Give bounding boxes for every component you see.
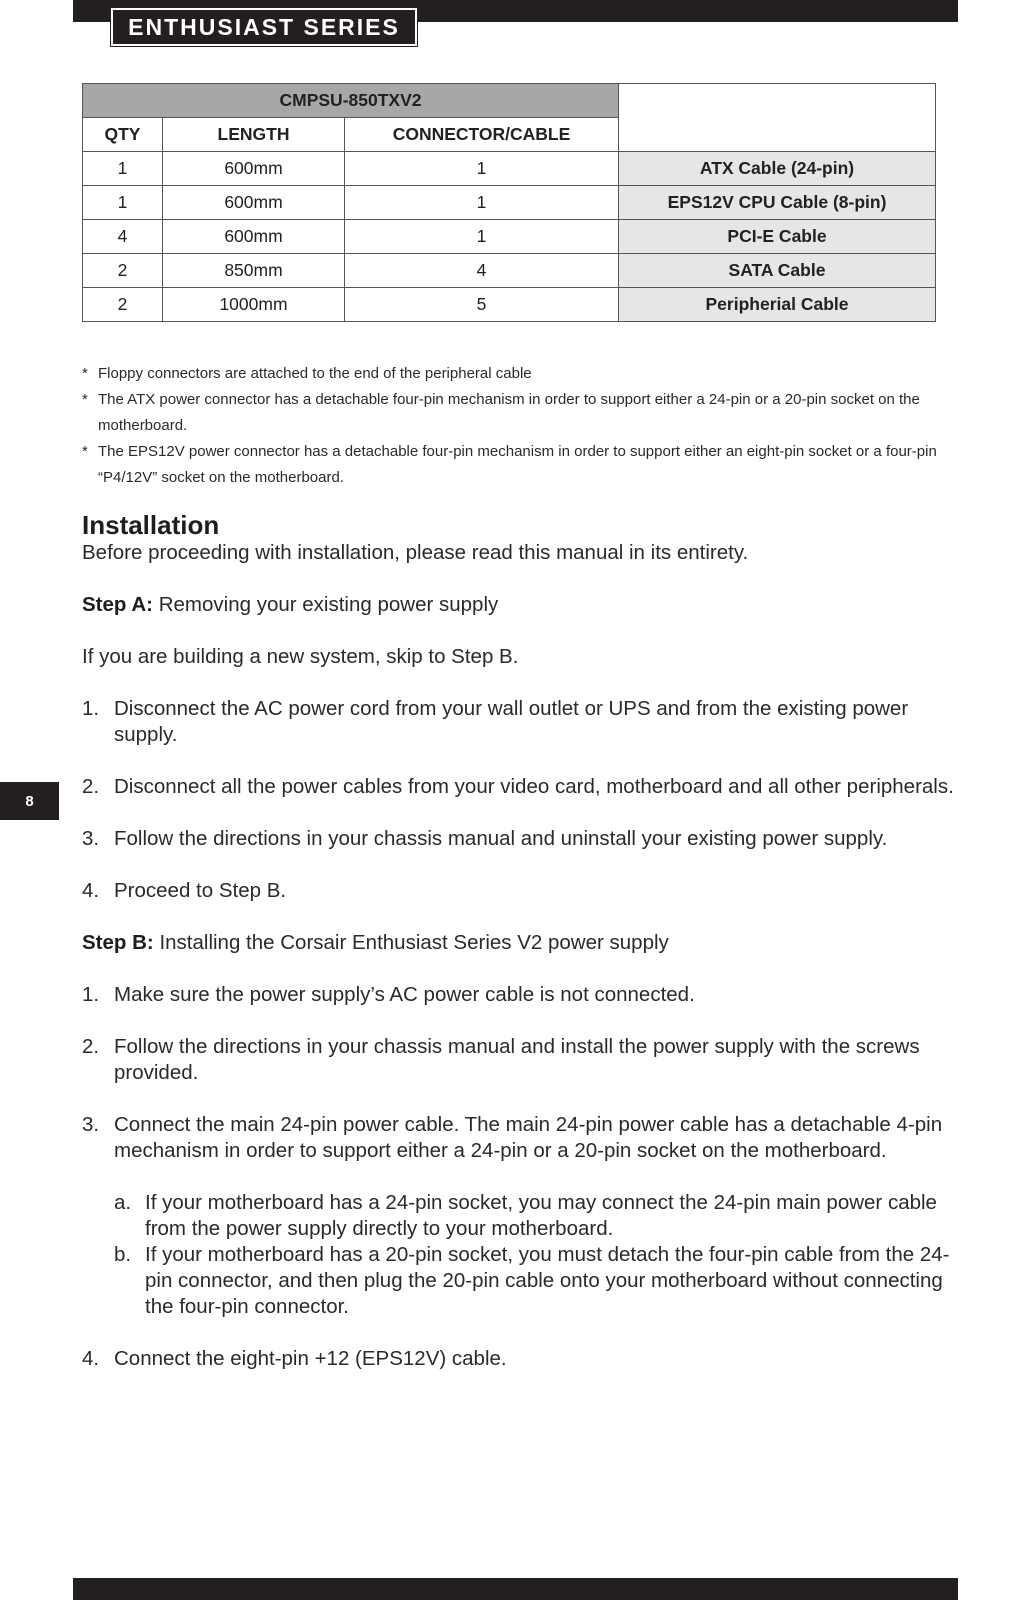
column-header: LENGTH <box>163 118 345 152</box>
qty-cell: 2 <box>83 288 163 322</box>
list-text: Disconnect all the power cables from your video card, motherboard and all other peripherals. <box>114 775 954 798</box>
table-row <box>83 152 936 186</box>
step-a-text: Removing your existing power supply <box>158 593 499 616</box>
footnote <box>82 439 952 491</box>
sub-list-text: If your motherboard has a 24-pin socket, you may connect the 24-pin main power cable from the power supply directly to your motherboard. <box>145 1191 937 1240</box>
cable-table <box>82 83 936 322</box>
section-title: Installation <box>82 510 220 540</box>
list-item <box>82 1112 962 1164</box>
table-row <box>83 288 936 322</box>
qty-cell: 1 <box>83 152 163 186</box>
footnote-marker: * <box>82 365 88 382</box>
list-text: Make sure the power supply’s AC power cable is not connected. <box>114 983 695 1006</box>
model-header: CMPSU-850TXV2 <box>83 84 619 118</box>
connector-cell: 5 <box>345 288 619 322</box>
list-number: 1. <box>82 983 100 1006</box>
connector-cell: 1 <box>345 152 619 186</box>
list-item <box>82 826 962 852</box>
footnote-text: The ATX power connector has a detachable four-pin mechanism in order to support either a 24-pin or a 20-pin socket on the motherboard. <box>98 391 920 434</box>
footnote-text: Floppy connectors are attached to the end of the peripheral cable <box>98 365 532 382</box>
list-number: 3. <box>82 1113 100 1136</box>
connector-cell: 1 <box>345 186 619 220</box>
sub-list-letter: b. <box>114 1243 132 1266</box>
footnote <box>82 387 952 439</box>
list-number: 3. <box>82 827 100 850</box>
list-text: Connect the eight-pin +12 (EPS12V) cable. <box>114 1347 507 1370</box>
list-number: 1. <box>82 697 100 720</box>
intro-text: Before proceeding with installation, please read this manual in its entirety. <box>82 541 749 564</box>
page-number: 8 <box>0 782 59 820</box>
list-number: 2. <box>82 1035 100 1058</box>
sub-list-letter: a. <box>114 1191 132 1214</box>
list-item <box>82 982 962 1008</box>
sub-list-item <box>82 1190 962 1242</box>
list-item <box>82 1346 962 1372</box>
table-row <box>83 186 936 220</box>
footer-bar <box>73 1578 958 1600</box>
footnote-text: The EPS12V power connector has a detachable four-pin mechanism in order to support either an eight-pin socket or a four-pin “P4/12V” socket on the motherboard. <box>98 443 937 486</box>
list-item <box>82 1034 962 1086</box>
step-a-note: If you are building a new system, skip to Step B. <box>82 645 519 668</box>
footnote-marker: * <box>82 391 88 408</box>
qty-cell: 1 <box>83 186 163 220</box>
step-b-heading <box>82 930 962 956</box>
series-label: ENTHUSIAST SERIES <box>111 8 417 46</box>
cable-name-cell: ATX Cable (24-pin) <box>619 152 936 186</box>
connector-cell: 4 <box>345 254 619 288</box>
sub-list-text: If your motherboard has a 20-pin socket, you must detach the four-pin cable from the 24-pin connector, and then plug the 20-pin cable onto your motherboard without connecting the four-pin connector. <box>145 1243 950 1318</box>
list-text: Connect the main 24-pin power cable. The main 24-pin power cable has a detachable 4-pin mechanism in order to support either a 24-pin or a 20-pin socket on the motherboard. <box>114 1113 943 1162</box>
list-text: Disconnect the AC power cord from your wall outlet or UPS and from the existing power supply. <box>114 697 909 746</box>
installation-section <box>82 510 962 1372</box>
step-a-heading <box>82 592 962 618</box>
list-text: Follow the directions in your chassis manual and uninstall your existing power supply. <box>114 827 888 850</box>
length-cell: 600mm <box>163 152 345 186</box>
list-number: 2. <box>82 775 100 798</box>
list-number: 4. <box>82 1347 100 1370</box>
length-cell: 600mm <box>163 220 345 254</box>
cable-name-cell: EPS12V CPU Cable (8-pin) <box>619 186 936 220</box>
cable-name-cell: Peripherial Cable <box>619 288 936 322</box>
list-item <box>82 696 962 748</box>
column-header: CONNECTOR/CABLE <box>345 118 619 152</box>
footnote <box>82 361 952 387</box>
qty-cell: 4 <box>83 220 163 254</box>
length-cell: 850mm <box>163 254 345 288</box>
cable-name-cell: SATA Cable <box>619 254 936 288</box>
length-cell: 600mm <box>163 186 345 220</box>
list-number: 4. <box>82 879 100 902</box>
blank-cell <box>619 84 936 152</box>
list-item <box>82 878 962 904</box>
table-model-row <box>83 84 936 118</box>
step-b-text: Installing the Corsair Enthusiast Series V2 power supply <box>159 931 669 954</box>
list-item <box>82 774 962 800</box>
step-b-label: Step B: <box>82 931 154 954</box>
footnote-marker: * <box>82 443 88 460</box>
cable-name-cell: PCI-E Cable <box>619 220 936 254</box>
length-cell: 1000mm <box>163 288 345 322</box>
column-header: QTY <box>83 118 163 152</box>
qty-cell: 2 <box>83 254 163 288</box>
sub-list-item <box>82 1242 962 1320</box>
table-row <box>83 220 936 254</box>
list-text: Follow the directions in your chassis manual and install the power supply with the screws provided. <box>114 1035 920 1084</box>
table-row <box>83 254 936 288</box>
footnotes <box>82 361 952 491</box>
list-text: Proceed to Step B. <box>114 879 287 902</box>
step-a-label: Step A: <box>82 593 153 616</box>
connector-cell: 1 <box>345 220 619 254</box>
